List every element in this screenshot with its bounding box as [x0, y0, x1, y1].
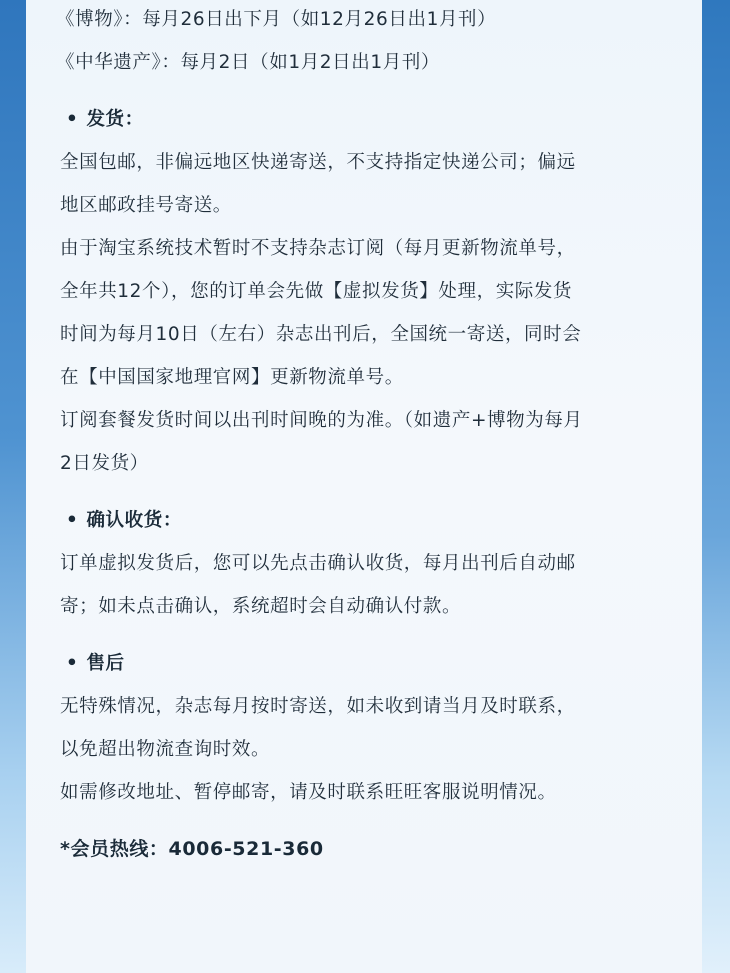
- shipping-line-7: 订阅套餐发货时间以出刊时间晚的为准。（如遗产+博物为每月: [60, 410, 583, 431]
- shipping-title: 发货：: [86, 109, 144, 130]
- shipping-line-8: 2日发货）: [60, 453, 149, 474]
- left-background-edge: [0, 0, 26, 973]
- confirm-title: 确认收货：: [86, 510, 182, 531]
- bullet-dot: •: [66, 510, 79, 531]
- confirm-line-2: 寄；如未点击确认，系统超时会自动确认付款。: [60, 596, 462, 617]
- aftersale-line-2: 以免超出物流查询时效。: [60, 739, 271, 760]
- shipping-line-3: 由于淘宝系统技术暂时不支持杂志订阅（每月更新物流单号，: [60, 238, 576, 259]
- bullet-dot: •: [66, 653, 79, 674]
- bullet-dot: •: [66, 109, 79, 130]
- aftersale-title: 售后: [86, 653, 125, 674]
- publishing-zhonghua: 《中华遗产》：每月2日（如1月2日出1月刊）: [56, 52, 441, 73]
- member-hotline: *会员热线：4006-521-360: [60, 838, 324, 860]
- shipping-line-2: 地区邮政挂号寄送。: [60, 195, 232, 216]
- aftersale-heading: [60, 642, 690, 685]
- shipping-line-4: 全年共12个），您的订单会先做【虚拟发货】处理，实际发货: [60, 281, 573, 302]
- subscription-info: [56, 0, 690, 871]
- aftersale-line-3: 如需修改地址、暂停邮寄，请及时联系旺旺客服说明情况。: [60, 782, 557, 803]
- shipping-heading: [60, 98, 690, 141]
- publishing-bowu: 《博物》：每月26日出下月（如12月26日出1月刊）: [56, 9, 497, 30]
- confirm-heading: [60, 499, 690, 542]
- shipping-line-6: 在【中国国家地理官网】更新物流单号。: [60, 367, 404, 388]
- confirm-line-1: 订单虚拟发货后，您可以先点击确认收货，每月出刊后自动邮: [60, 553, 576, 574]
- shipping-line-5: 时间为每月10日（左右）杂志出刊后，全国统一寄送，同时会: [60, 324, 582, 345]
- aftersale-line-1: 无特殊情况，杂志每月按时寄送，如未收到请当月及时联系，: [60, 696, 576, 717]
- right-background-edge: [702, 0, 730, 973]
- shipping-line-1: 全国包邮，非偏远地区快递寄送，不支持指定快递公司；偏远: [60, 152, 576, 173]
